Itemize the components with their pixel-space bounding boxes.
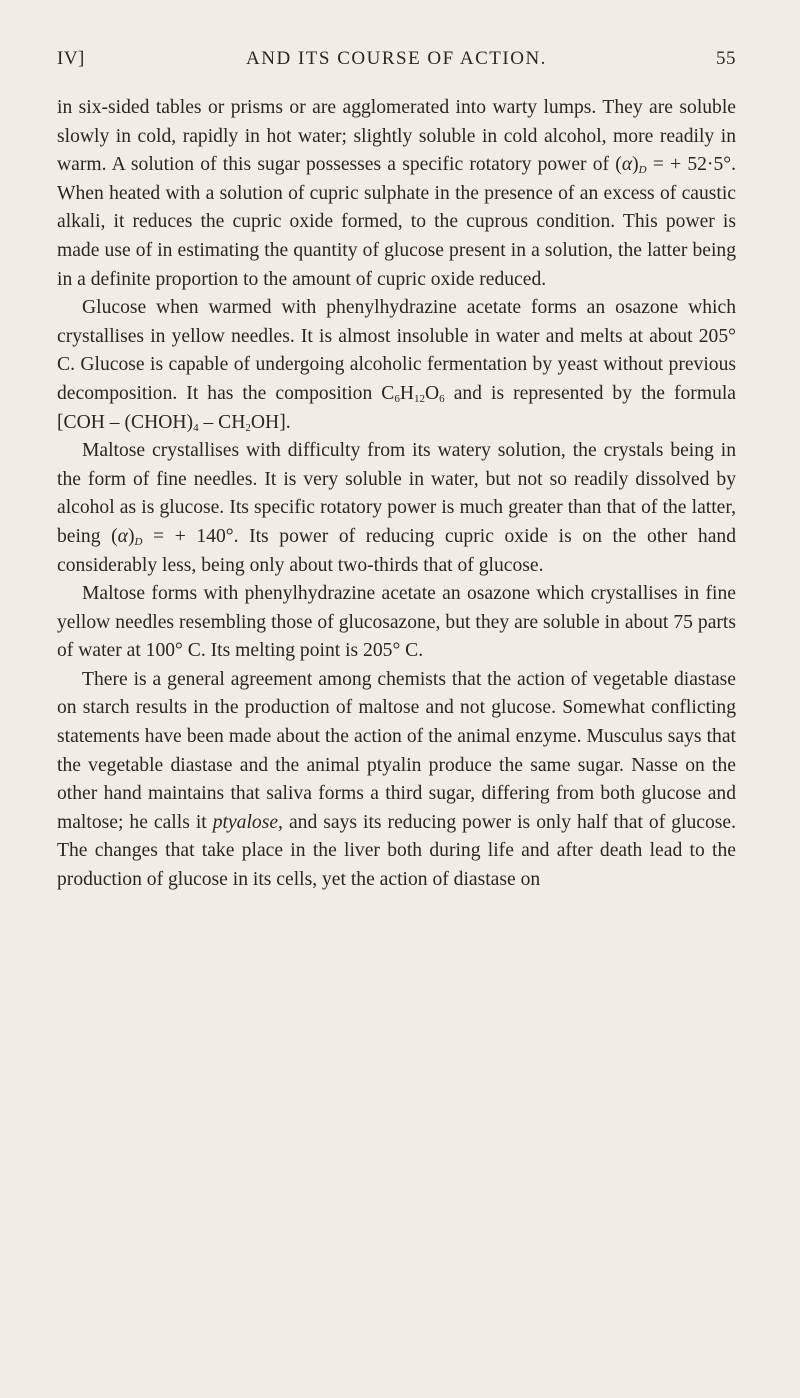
paragraph-glucose-properties: in six-sided tables or prisms or are agglomerated into warty lumps. They are soluble slowly in cold, rapidly in hot water; slightly soluble in cold alcohol, more readily in warm. A solution of this sugar possesses a specific rotatory power of $(\alpha)_D$ = + 52·5°. When heated with a solution of cupric sulphate in the presence of an excess of caustic alkali, it reduces the cupric oxide formed, to the cuprous condition. This power is made use of in estimating the quantity of glucose present in a solution, the latter being in a definite proportion to the amount of cupric oxide reduced. <box>57 97 736 290</box>
paragraph-diastase: There is a general agreement among chemists that the action of vegetable diastase on starch results in the production of maltose and not glucose. Somewhat conflicting statements have been made about the action of the animal enzyme. Musculus says that the vegetable diastase and the animal ptyalin produce the same sugar. Nasse on the other hand maintains that saliva forms a third sugar, differing from both glucose and maltose; he calls it ptyalose, and says its reducing power is only half that of glucose. The changes that take place in the liver both during life and after death lead to the production of glucose in its cells, yet the action of diastase on <box>57 668 737 891</box>
chapter-marker: IV] <box>57 48 85 69</box>
page-number: 55 <box>716 48 736 69</box>
paragraph-maltose-properties: Maltose crystallises with difficulty from its watery solution, the crystals being in the form of fine needles. It is very soluble in water, but not so readily dissolved by alcohol as is glucose. Its specific rotatory power is much greater than that of the latter, being $(\alpha)_D$ = + 140°. Its power of reducing cupric oxide is on the other hand considerably less, being only about two-thirds that of glucose. <box>57 440 736 576</box>
running-head <box>57 48 736 88</box>
body-text <box>57 94 736 895</box>
book-page <box>0 48 800 1398</box>
running-title: AND ITS COURSE OF ACTION. <box>246 48 547 69</box>
paragraph-maltose-osazone: Maltose forms with phenylhydrazine acetate an osazone which crystallises in fine yellow needles resembling those of glucosazone, but they are soluble in about 75 parts of water at 100° C. Its melting point is 205° C. <box>57 583 736 662</box>
paragraph-glucose-osazone: Glucose when warmed with phenylhydrazine acetate forms an osazone which crystallises in yellow needles. It is almost insoluble in water and melts at about 205° C. Glucose is capable of undergoing alcoholic fermentation by yeast without previous decomposition. It has the composition $C_6H_{12}O_6$ and is represented by the formula $[COH - (CHOH)_4 - CH_2OH]$. <box>57 297 737 434</box>
